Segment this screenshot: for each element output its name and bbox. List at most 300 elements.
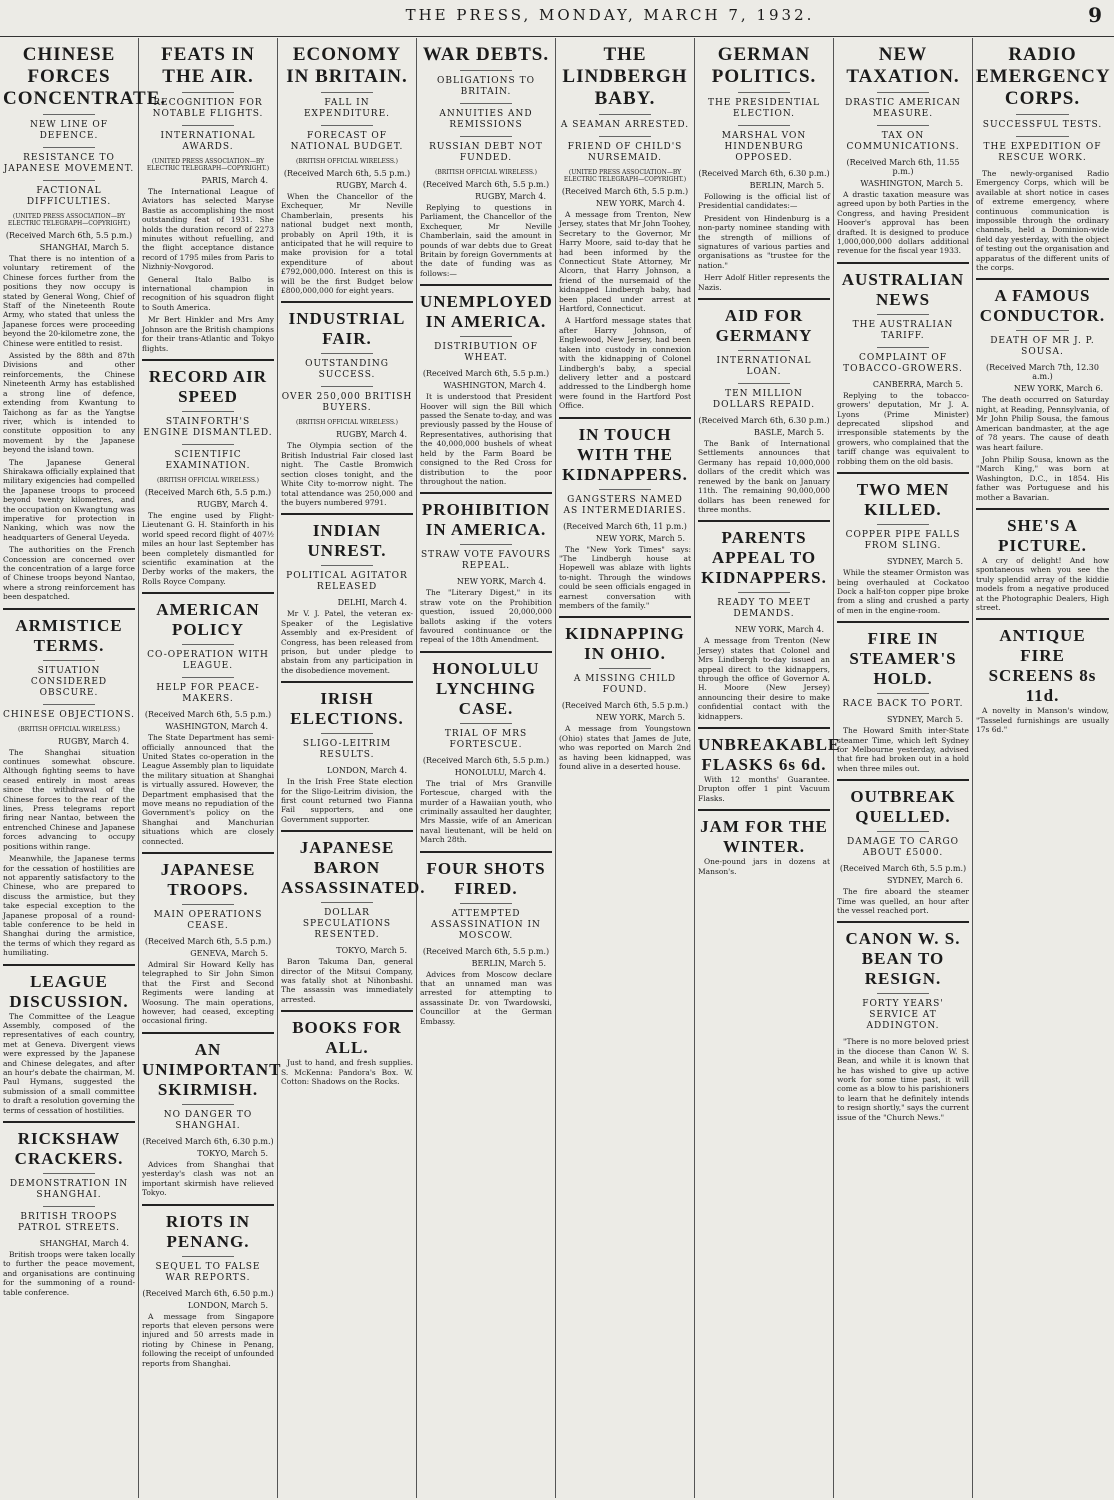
received-time: (Received March 6th, 6.30 p.m.) [698, 416, 830, 426]
article [420, 651, 552, 845]
article [3, 44, 167, 602]
article-deck: DRASTIC AMERICAN MEASURE. [845, 98, 961, 119]
wire-credit: (BRITISH OFFICIAL WIRELESS.) [17, 725, 120, 733]
article-headline: LEAGUE DISCUSSION. [9, 971, 129, 1011]
deck-rule [877, 92, 930, 93]
article-paragraph: A message from Singapore reports that eleven persons were injured and 50 arrests made in rioting by Chinese in Penang, following the receipt of unfounded reports from Shanghai. [142, 1311, 274, 1368]
article [3, 1121, 135, 1297]
article-deck: NEW LINE OF DEFENCE. [29, 120, 109, 141]
section-divider [281, 830, 413, 832]
deck-rule [321, 125, 374, 126]
deck-rule [460, 903, 513, 904]
article [837, 262, 969, 466]
article-deck: STRAW VOTE FAVOURS REPEAL. [420, 550, 552, 572]
article-paragraph: The International League of Aviators has selected Maryse Bastie as accomplishing the most outstanding feat of 1931. She holds the duration record of 2273 minutes without refuelling, and the flight acceptance distance record of 1795 miles from Paris to Nizhniy-Novgorod. [142, 187, 274, 272]
dateline: SYDNEY, March 6. [887, 876, 963, 886]
section-divider [837, 779, 969, 781]
article-paragraph: Replying to the tobacco-growers' deputation, Mr J. A. Lyons (Prime Minister) deprecated slipshod and irresponsible statements by the growers, who complained that the tariff change was equivalent to robbing them on the old basis. [837, 390, 969, 466]
section-divider [281, 681, 413, 683]
dateline: RUGBY, March 4. [58, 736, 129, 746]
section-divider [142, 1204, 274, 1206]
article-deck: OBLIGATIONS TO BRITAIN. [437, 76, 535, 97]
article [698, 298, 830, 514]
deck-rule [599, 489, 652, 490]
article [3, 608, 135, 958]
article-paragraph: The engine used by Flight-Lieutenant G. H. Stainforth in his world speed record flight of 407½ miles an hour last September has been completely dismantled for scientific examination at the Derby works of the makers, the Rolls Royce Company. [142, 510, 274, 586]
article [281, 830, 426, 1004]
article-paragraph: Advices from Moscow declare that an unnamed man was arrested for attempting to assassinate Dr. von Twardowski, Councillor at the German Embassy. [420, 969, 552, 1026]
article-deck: ATTEMPTED ASSASSINATION IN MOSCOW. [431, 908, 541, 941]
deck-rule [43, 1173, 96, 1174]
deck-rule [738, 350, 791, 351]
deck-rule [43, 704, 96, 705]
wire-credit: (BRITISH OFFICIAL WIRELESS.) [295, 419, 398, 427]
article-paragraph: Baron Takuma Dan, general director of the Mitsui Company, was fatally shot at Nihonbashi. The assassin was immediately arrested. [281, 957, 413, 1004]
article-paragraph: A Hartford message states that after Harry Johnson, of Englewood, New Jersey, had been taken into custody in connexion with the kidnapping of Colonel Lindbergh's baby, a special delivery letter and a postcard addressed to the Lindbergh home were found in the Hartford Post Office. [559, 316, 691, 411]
article-paragraph: A cry of delight! And how spontaneous when you see the truly splendid array of the kiddie models from a negative produced at the Photographic Dealers, High street. [976, 555, 1109, 612]
received-time: (Received March 7th, 12.30 a.m.) [986, 363, 1099, 382]
article-paragraph: Assisted by the 88th and 87th Divisions and other reinforcements, the Chinese Nineteenth Army has established a strong line of defence, extending from Kwantung to Taichong as far as the Yangtse river, which is intended to constitute opposition to any movement by the Japanese beyond the island town. [3, 351, 135, 455]
article-deck: THE EXPEDITION OF RESCUE WORK. [983, 142, 1102, 163]
dateline: TOKYO, March 5. [197, 1148, 268, 1158]
article-headline: INDUSTRIAL FAIR. [288, 309, 406, 349]
deck-rule [460, 103, 513, 104]
article [698, 727, 841, 803]
article-headline: UNBREAKABLE FLASKS 6s 6d. [698, 734, 841, 774]
column-8 [973, 38, 1112, 1498]
deck-rule [738, 92, 791, 93]
deck-rule [43, 180, 96, 181]
article-deck: FACTIONAL DIFFICULTIES. [26, 186, 112, 207]
deck-rule [321, 92, 374, 93]
article-paragraph: The death occurred on Saturday night, at Reading, Pennsylvania, of Mr John Philip Sousa, the famous American bandmaster, at the age of 78 years. The cause of death was heart failure. [976, 395, 1109, 452]
article [837, 44, 969, 256]
section-divider [142, 1032, 274, 1034]
section-divider [698, 727, 830, 729]
article-paragraph: With 12 months' Guarantee. Drupton offer 1 pint Vacuum Flasks. [698, 774, 830, 803]
article-paragraph: The newly-organised Radio Emergency Corps, which will be available at short notice in cases of extreme emergency, where continuous communication is impossible through the ordinary channels, held a Dominion-wide field day yesterday, with the object of testing out the organisation and apparatus of the different units of the corps. [976, 169, 1109, 273]
received-time: (Received March 6th, 5.5 p.m.) [5, 231, 133, 240]
deck-rule [182, 644, 235, 645]
deck-rule [460, 336, 513, 337]
received-time: (Received March 6th, 5.5 p.m.) [144, 710, 272, 720]
column-7 [834, 38, 973, 1498]
section-divider [420, 492, 552, 494]
deck-rule [182, 1104, 235, 1105]
article-paragraph: It is understood that President Hoover will sign the Bill which passed the Senate to-day, and was previously passed by the House of Representatives, authorising that the 40,000,000 bushels of wheat held by the Farm Board be consigned to the Red Cross for distribution to the poor throughout the nation. [420, 392, 552, 486]
article [281, 1010, 413, 1086]
dateline: HONOLULU, March 4. [454, 767, 546, 777]
article [976, 508, 1109, 612]
article-headline: AN UNIMPORTANT SKIRMISH. [142, 1039, 282, 1099]
section-divider [837, 472, 969, 474]
article-paragraph: The fire aboard the steamer Time was quelled, an hour after the vessel reached port. [837, 887, 969, 915]
article-deck: DEATH OF MR J. P. SOUSA. [990, 336, 1095, 358]
deck-rule [1016, 330, 1069, 331]
article [698, 809, 830, 876]
article [420, 492, 552, 644]
article-headline: KIDNAPPING IN OHIO. [565, 624, 685, 664]
dateline: BERLIN, March 5. [749, 181, 824, 190]
column-6 [695, 38, 841, 1498]
section-divider [281, 301, 413, 303]
article-deck: ANNUITIES AND REMISSIONS [439, 109, 533, 130]
wire-credit: (UNITED PRESS ASSOCIATION—BY ELECTRIC TELEGRAPH—COPYRIGHT.) [563, 169, 687, 183]
newspaper-columns [0, 38, 1114, 1500]
article-paragraph: A message from Trenton (New Jersey) states that Colonel and Mrs Lindbergh to-day issued an appeal direct to the kidnappers, through the office of Governor A. H. Moore (New Jersey) announcing their desire to make confidential contact with the kidnappers. [698, 636, 830, 721]
article-deck: RACE BACK TO PORT. [842, 699, 964, 710]
article-deck: CO-OPERATION WITH LEAGUE. [147, 650, 269, 672]
article-headline: CHINESE FORCES CONCENTRATE. [3, 44, 167, 109]
dateline: NEW YORK, March 4. [734, 625, 824, 635]
section-divider [559, 616, 691, 618]
section-divider [281, 1010, 413, 1012]
article-headline: ANTIQUE FIRE SCREENS 8s 11d. [988, 626, 1097, 706]
article-paragraph: The Committee of the League Assembly, composed of the representatives of each country, met at Geneva. Divergent views were expressed by the Japanese and Chinese delegates, and after an hour's debate the chairman, M. Paul Hymans, suggested the submission of a small committee to draft a resolution governing the terms of cessation of hostilities. [3, 1011, 135, 1115]
article-paragraph: Mr Bert Hinkler and Mrs Amy Johnson are the British champions for their trans-Atlantic and Tokyo flights. [142, 315, 274, 353]
article-paragraph: The Shanghai situation continues somewhat obscure. Although fighting seems to have ceased entirely in most areas since the withdrawal of the Chinese forces to the rear of the lines, Press telegrams report firing near Nantao, between the entrenched Chinese and Japanese forces advancing to occupy positions within range. [3, 747, 135, 851]
column-1 [0, 38, 167, 1498]
deck-rule [1016, 136, 1069, 137]
article [837, 472, 969, 615]
wire-credit: (UNITED PRESS ASSOCIATION—BY ELECTRIC TELEGRAPH—COPYRIGHT.) [7, 213, 131, 227]
article-headline: IRISH ELECTIONS. [290, 689, 404, 729]
article-paragraph: The trial of Mrs Granville Fortescue, charged with the murder of a Hawaiian youth, who criminally assaulted her daughter, Mrs Massie, wife of an American naval lieutenant, will be held on March 28th. [420, 778, 552, 845]
article-deck: DEMONSTRATION IN SHANGHAI. [9, 1179, 129, 1201]
received-time: (Received March 6th, 5.5 p.m.) [422, 755, 550, 765]
article-paragraph: Mr V. J. Patel, the veteran ex-Speaker of the Legislative Assembly and ex-President of Congress, has been released from prison, but under pledge to abstain from any participation in the disobedience movement. [281, 609, 413, 675]
article-headline: JAPANESE BARON ASSASSINATED. [281, 838, 426, 898]
section-divider [3, 964, 135, 966]
article-paragraph: The State Department has semi-officially announced that the United States co-operation in the League Assembly plan to liquidate the military situation at Shanghai is virtually assured. However, the Department emphasised that the move means no repudiation of the Government's policy on the Shanghai and Manchurian situations which are closely connected. [142, 733, 274, 846]
deck-rule [877, 125, 930, 126]
article [976, 278, 1109, 501]
article-paragraph: Herr Adolf Hitler represents the Nazis. [698, 273, 830, 292]
article-paragraph: General Italo Balbo is international champion in recognition of his squadron flight to South America. [142, 274, 274, 312]
dateline: SYDNEY, March 5. [887, 557, 963, 567]
newspaper-dateline: THE PRESS, MONDAY, MARCH 7, 1932. [405, 6, 815, 24]
article [698, 520, 830, 721]
article-headline: JAM FOR THE WINTER. [700, 817, 828, 857]
dateline: RUGBY, March 4. [475, 192, 546, 201]
article-paragraph: A drastic taxation measure was agreed upon by both Parties in the Congress, and having President Hoover's approval has been drafted. It is designed to produce 1,000,000,000 dollars additional revenue for the fiscal year 1933. [837, 190, 969, 256]
article [559, 616, 691, 771]
section-divider [142, 592, 274, 594]
wire-credit: (BRITISH OFFICIAL WIRELESS.) [434, 169, 537, 176]
article-deck: RUSSIAN DEBT NOT FUNDED. [429, 142, 543, 163]
dateline: CANBERRA, March 5. [872, 379, 963, 389]
received-time: (Received March 6th, 5.5 p.m.) [561, 701, 689, 711]
article-headline: ARMISTICE TERMS. [15, 615, 123, 655]
article-headline: AMERICAN POLICY [156, 600, 260, 640]
deck-rule [321, 902, 374, 903]
deck-rule [321, 733, 374, 734]
article-paragraph: Just to hand, and fresh supplies. S. McKenna: Pandora's Box. W. Cotton: Shadows on the Rocks. [281, 1058, 413, 1087]
deck-rule [182, 444, 235, 445]
deck-rule [460, 70, 513, 71]
deck-rule [738, 383, 791, 384]
article-headline: OUTBREAK QUELLED. [850, 787, 956, 827]
received-time: (Received March 6th, 5.5 p.m.) [283, 169, 411, 178]
deck-rule [321, 386, 374, 387]
section-divider [559, 417, 691, 419]
article-deck: TRIAL OF MRS FORTESCUE. [444, 728, 528, 750]
section-divider [420, 284, 552, 286]
article [420, 44, 552, 278]
section-divider [3, 608, 135, 610]
article-deck: OUTSTANDING SUCCESS. [305, 359, 389, 381]
section-divider [976, 508, 1109, 510]
received-time: (Received March 6th, 6.30 p.m.) [142, 1136, 274, 1146]
received-time: (Received March 6th, 6.30 p.m.) [698, 169, 830, 178]
column-5 [556, 38, 695, 1498]
article-paragraph: When the Chancellor of the Exchequer, Mr Neville Chamberlain, presents his national budget next month, probably on April 19th, it is anticipated that he will require to make provision for a total expenditure of about £792,000,000. Interest on this is will be the first Budget below £800,000,000 for eight years. [281, 192, 413, 296]
article-headline: AUSTRALIAN NEWS [841, 269, 965, 309]
article [281, 301, 413, 507]
article-deck: DAMAGE TO CARGO ABOUT £5000. [846, 837, 960, 859]
article-deck: SUCCESSFUL TESTS. [982, 120, 1103, 130]
dateline: NEW YORK, March 6. [1013, 384, 1103, 394]
deck-rule [182, 411, 235, 412]
received-time: (Received March 6th, 5.5 p.m.) [422, 180, 550, 189]
article-headline: NEW TAXATION. [846, 44, 960, 87]
article-headline: IN TOUCH WITH THE KIDNAPPERS. [562, 424, 688, 484]
article-deck: FORECAST OF NATIONAL BUDGET. [290, 131, 404, 152]
article-paragraph: Admiral Sir Howard Kelly has telegraphed to Sir John Simon that the First and Second Regiments were landing at Woosung. The main operations, however, had ceased, excepting occasional firing. [142, 960, 274, 1026]
received-time: (Received March 6th, 11 p.m.) [563, 521, 687, 531]
article-paragraph: A novelty in Manson's window, "Tasseled furnishings are usually 17s 6d." [976, 706, 1109, 735]
article [976, 44, 1109, 272]
article [837, 621, 969, 773]
received-time: (Received March 6th, 6.50 p.m.) [142, 1288, 274, 1298]
deck-rule [877, 993, 930, 994]
article-paragraph: The Olympia section of the British Industrial Fair closed last night. The Castle Bromwich section closes tonight, and the White City to-morrow night. The total attendance was 250,000 and the buyers numbered 9791. [281, 441, 413, 507]
article-headline: HONOLULU LYNCHING CASE. [432, 658, 540, 718]
article-deck: STAINFORTH'S ENGINE DISMANTLED. [143, 416, 273, 438]
dateline: SHANGHAI, March 4. [39, 1239, 129, 1249]
article-headline: RECORD AIR SPEED [148, 366, 268, 406]
article [3, 964, 135, 1115]
deck-rule [43, 660, 96, 661]
article-paragraph: One-pound jars in dozens at Manson's. [698, 857, 830, 876]
article-deck: RECOGNITION FOR NOTABLE FLIGHTS. [152, 98, 264, 119]
wire-credit: (BRITISH OFFICIAL WIRELESS.) [156, 476, 259, 484]
article-headline: RIOTS IN PENANG. [165, 1211, 251, 1251]
dateline: SYDNEY, March 5. [887, 715, 963, 725]
article-paragraph: John Philip Sousa, known as the "March King," was born at Washington, D.C., in 1854. His father was Portuguese and his mother a Bavarian. [976, 454, 1109, 502]
deck-rule [599, 136, 652, 137]
section-divider [837, 621, 969, 623]
article-deck: RESISTANCE TO JAPANESE MOVEMENT. [3, 153, 135, 174]
dateline: WASHINGTON, March 5. [860, 179, 963, 188]
deck-rule [460, 544, 513, 545]
deck-rule [182, 92, 235, 93]
article-paragraph: Meanwhile, the Japanese terms for the cessation of hostilities are not apparently satisfactory to the Chinese, who are prepared to discuss the armistice, but they take especial exception to the Japanese proposal of a round-table conference to be held in Shanghai during the armistice, the terms of which they regard as humiliating. [3, 854, 135, 958]
article-paragraph: In the Irish Free State election for the Sligo-Leitrim division, the first count returned two Fianna Fail supporters, and one Government supporter. [281, 777, 413, 824]
section-divider [281, 513, 413, 515]
article [142, 44, 274, 353]
article-deck: FRIEND OF CHILD'S NURSEMAID. [567, 142, 683, 163]
deck-rule [738, 125, 791, 126]
article-deck: HELP FOR PEACE-MAKERS. [156, 683, 260, 705]
article-deck: GANGSTERS NAMED AS INTERMEDIARIES. [563, 494, 687, 516]
deck-rule [877, 524, 930, 525]
deck-rule [43, 147, 96, 148]
section-divider [3, 1121, 135, 1123]
dateline: NEW YORK, March 4. [595, 199, 685, 208]
article-paragraph: A message from Trenton, New Jersey, states that Mr John Toohey, Secretary to the Governor, Mr Harry Moore, said to-day that he had been informed by the Connecticut State Attorney, Mr Alcorn, that Harry Johnson, a friend of the nursemaid of the kidnapped Lindbergh baby, had been placed under arrest at Hartford, Connecticut. [559, 210, 691, 314]
article [698, 44, 830, 292]
article [559, 44, 691, 411]
section-divider [837, 262, 969, 264]
article-paragraph: Advices from Shanghai that yesterday's clash was not an important skirmish have relieved Tokyo. [142, 1159, 274, 1198]
received-time: (Received March 6th, 5.5 p.m.) [144, 487, 272, 497]
article [142, 359, 274, 586]
article-deck: TEN MILLION DOLLARS REPAID. [712, 389, 816, 411]
article-paragraph: "There is no more beloved priest in the diocese than Canon W. S. Bean, and while it is known that he has wished to give up active work for some time past, it will come as a blow to his parishioners to learn that he definitely intends to resign shortly," says the current issue of the "Church News." [837, 1037, 969, 1122]
section-divider [698, 298, 830, 300]
article [837, 921, 969, 1122]
article-headline: FEATS IN THE AIR. [161, 44, 255, 87]
article-deck: BRITISH TROOPS PATROL STREETS. [17, 1212, 121, 1234]
article-deck: MARSHAL VON HINDENBURG OPPOSED. [721, 131, 807, 163]
section-divider [420, 651, 552, 653]
dateline: BERLIN, March 5. [471, 958, 546, 968]
article-deck: POLITICAL AGITATOR RELEASED [286, 571, 408, 593]
article-deck: A SEAMAN ARRESTED. [560, 120, 690, 130]
section-divider [142, 359, 274, 361]
deck-rule [182, 1256, 235, 1257]
wire-credit: (BRITISH OFFICIAL WIRELESS.) [295, 158, 398, 165]
article-deck: CHINESE OBJECTIONS. [3, 709, 135, 720]
article-headline: PARENTS APPEAL TO KIDNAPPERS. [701, 528, 827, 588]
article [976, 618, 1109, 734]
received-time: (Received March 6th, 5.5 p.m.) [144, 937, 272, 947]
article-headline: PROHIBITION IN AMERICA. [421, 500, 551, 540]
deck-rule [877, 347, 930, 348]
article-headline: INDIAN UNREST. [307, 521, 387, 561]
article-deck: THE AUSTRALIAN TARIFF. [852, 319, 954, 341]
dateline: RUGBY, March 4. [336, 181, 407, 190]
article-deck: SITUATION CONSIDERED OBSCURE. [30, 665, 108, 698]
article [559, 417, 691, 611]
article [281, 513, 413, 675]
article-deck: MAIN OPERATIONS CEASE. [153, 910, 263, 932]
dateline: GENEVA, March 5. [190, 949, 268, 959]
received-time: (Received March 6th, 5.5 p.m.) [839, 864, 967, 874]
dateline: TOKYO, March 5. [336, 946, 407, 956]
article-headline: CANON W. S. BEAN TO RESIGN. [845, 929, 961, 989]
article [142, 1204, 274, 1368]
article-paragraph: Replying to questions in Parliament, the Chancellor of the Exchequer, Mr Neville Chamberlain, said the amount in pounds of war debts due to Great Britain by foreign Governments at the date of funding was as follows:— [420, 203, 552, 278]
masthead [0, 0, 1114, 37]
article-deck: INTERNATIONAL LOAN. [716, 356, 812, 378]
received-time: (Received March 6th, 11.55 p.m.) [846, 158, 960, 176]
article-paragraph: A message from Youngstown (Ohio) states that James de Jute, who was reported on March 2nd as having been kidnapped, was found alive in a deserted house. [559, 724, 691, 771]
article-deck: TAX ON COMMUNICATIONS. [846, 131, 960, 152]
dateline: LONDON, March 4. [326, 766, 407, 776]
column-2 [139, 38, 282, 1498]
article-paragraph: The authorities on the French Concession are concerned over the concentration of a large force of Chinese troops beyond Nantao, where a strong reinforcement has been despatched. [3, 545, 135, 602]
received-time: (Received March 6th, 5.5 p.m.) [561, 187, 689, 196]
deck-rule [599, 114, 652, 115]
article-headline: WAR DEBTS. [422, 44, 550, 65]
article-deck: COPPER PIPE FALLS FROM SLING. [845, 530, 961, 552]
dateline: SHANGHAI, March 5. [39, 243, 129, 252]
article [420, 284, 552, 486]
deck-rule [182, 904, 235, 905]
dateline: BASLE, March 5. [754, 428, 824, 438]
dateline: PARIS, March 4. [201, 176, 268, 185]
wire-credit: (UNITED PRESS ASSOCIATION—BY ELECTRIC TELEGRAPH—COPYRIGHT.) [146, 158, 270, 172]
article-paragraph: British troops were taken locally to further the peace movement, and organisations are continuing for the summoning of a round-table conference. [3, 1250, 135, 1297]
dateline: LONDON, March 5. [187, 1300, 268, 1310]
page-number: 9 [1088, 3, 1102, 27]
article [281, 44, 413, 295]
dateline: NEW YORK, March 4. [456, 577, 546, 587]
article-headline: THE LINDBERGH BABY. [562, 44, 688, 109]
deck-rule [460, 136, 513, 137]
article-deck: INTERNATIONAL AWARDS. [160, 131, 256, 152]
deck-rule [877, 314, 930, 315]
article-headline: SHE'S A PICTURE. [998, 515, 1087, 555]
article [281, 681, 413, 824]
article [837, 779, 969, 915]
article-headline: FIRE IN STEAMER'S HOLD. [849, 629, 957, 689]
received-time: (Received March 6th, 5.5 p.m.) [422, 369, 550, 379]
article-headline: GERMAN POLITICS. [711, 44, 817, 87]
deck-rule [321, 353, 374, 354]
article-deck: FALL IN EXPENDITURE. [303, 98, 391, 119]
dateline: WASHINGTON, March 4. [165, 722, 268, 732]
article-deck: NO DANGER TO SHANGHAI. [163, 1109, 253, 1131]
column-4 [417, 38, 556, 1498]
article-deck: THE PRESIDENTIAL ELECTION. [707, 98, 821, 119]
section-divider [698, 809, 830, 811]
dateline: NEW YORK, March 5. [595, 533, 685, 543]
received-time: (Received March 6th, 5.5 p.m.) [422, 946, 550, 956]
article-headline: TWO MEN KILLED. [856, 480, 950, 520]
article [142, 592, 274, 846]
deck-rule [877, 693, 930, 694]
deck-rule [182, 677, 235, 678]
section-divider [142, 852, 274, 854]
article-headline: FOUR SHOTS FIRED. [426, 858, 546, 898]
section-divider [976, 618, 1109, 620]
article-headline: RICKSHAW CRACKERS. [14, 1129, 124, 1169]
article-deck: OVER 250,000 BRITISH BUYERS. [281, 392, 413, 414]
article-paragraph: Following is the official list of Presidential candidates:— [698, 192, 830, 211]
section-divider [698, 520, 830, 522]
article-paragraph: The Japanese General Shirakawa officially explained that military exigencies had compelled the Japanese troops to proceed beyond twenty kilometres, and the occupation on Kwangtung was imperative for protection in Nanking, which was now the headquarters of General Ueyeda. [3, 457, 135, 542]
article-deck: COMPLAINT OF TOBACCO-GROWERS. [843, 352, 963, 374]
deck-rule [321, 565, 374, 566]
article-paragraph: The Howard Smith inter-State steamer Time, which left Sydney for Melbourne yesterday, advised that fire had broken out in a hold when three miles out. [837, 726, 969, 773]
dateline: WASHINGTON, March 4. [443, 381, 546, 391]
article-deck: FORTY YEARS' SERVICE AT ADDINGTON. [862, 999, 944, 1032]
article-paragraph: The "New York Times" says: "The Lindbergh house at Hopewell was ablaze with lights to-night. Through the windows could be seen officials engaged in earnest conversation with members of the family." [559, 544, 691, 610]
deck-rule [182, 125, 235, 126]
section-divider [420, 851, 552, 853]
dateline: RUGBY, March 4. [336, 430, 407, 440]
article-headline: A FAMOUS CONDUCTOR. [979, 286, 1106, 326]
article-deck: SCIENTIFIC EXAMINATION. [165, 449, 251, 471]
article [142, 852, 274, 1026]
article-headline: RADIO EMERGENCY CORPS. [976, 44, 1111, 109]
dateline: RUGBY, March 4. [197, 499, 268, 509]
deck-rule [43, 114, 96, 115]
article [420, 851, 552, 1026]
